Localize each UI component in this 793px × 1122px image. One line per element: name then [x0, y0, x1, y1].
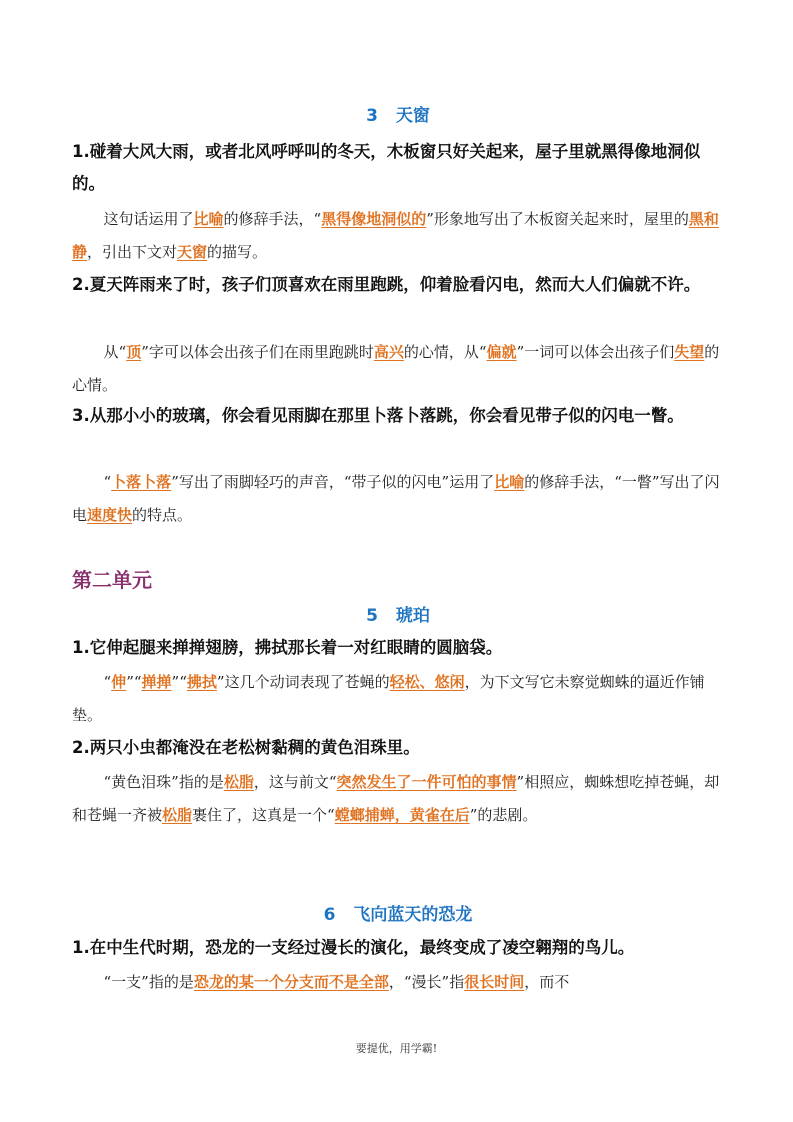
lesson-6-name: 飞向蓝天的恐龙: [353, 905, 473, 925]
lesson-3-answer-1: 这句话运用了比喻的修辞手法，“黑得像地洞似的”形象地写出了木板窗关起来时，屋里的黑和静，引出下文对天窗的描写。: [72, 210, 719, 261]
lesson-6-question-1: 1.在中生代时期，恐龙的一支经过漫长的演化，最终变成了凌空翱翔的鸟儿。: [72, 938, 635, 957]
lesson-3-answer-2: 从“顶”字可以体会出孩子们在雨里跑跳时高兴的心情，从“偏就”一词可以体会出孩子们失望的心情。: [72, 343, 720, 394]
lesson-3-question-2: 2.夏天阵雨来了时，孩子们顶喜欢在雨里跑跳，仰着脸看闪电，然而大人们偏就不许。: [72, 275, 701, 294]
lesson-5-name: 琥珀: [395, 606, 430, 626]
lesson-3-title: [72, 104, 724, 128]
lesson-6-number: 6: [323, 905, 336, 925]
unit-heading: 第二单元: [72, 568, 152, 592]
lesson-3-question-1: 1.碰着大风大雨，或者北风呼呼叫的冬天，木板窗只好关起来，屋子里就黑得像地洞似的。: [72, 142, 701, 193]
keyword-highlight: 轻松、悠闲: [389, 673, 465, 691]
lesson-5-question-2: 2.两只小虫都淹没在老松树黏稠的黄色泪珠里。: [72, 738, 420, 757]
lesson-6-title: [72, 903, 724, 927]
keyword-highlight: 高兴: [373, 343, 404, 361]
lesson-5-answer-2: “黄色泪珠”指的是松脂，这与前文“突然发生了一件可怕的事情”相照应，蜘蛛想吃掉苍蝇，却和苍蝇一齐被松脂裹住了，这真是一个“螳螂捕蝉，黄雀在后”的悲剧。: [72, 773, 720, 824]
keyword-highlight: 偏就: [486, 343, 517, 361]
lesson-5-title: [72, 604, 724, 628]
keyword-highlight: 天窗: [177, 243, 208, 261]
keyword-highlight: 伸: [111, 673, 127, 691]
keyword-highlight: 松脂: [162, 806, 193, 824]
lesson-6-answer-1: “一支”指的是恐龙的某一个分支而不是全部，“漫长”指很长时间，而不: [103, 973, 570, 991]
keyword-highlight: 掸掸: [141, 673, 172, 691]
keyword-highlight: 顶: [126, 343, 142, 361]
keyword-highlight: 很长时间: [464, 973, 525, 991]
keyword-highlight: 黑得像地洞似的: [321, 210, 427, 228]
lesson-3-answer-3: “卜落卜落”写出了雨脚轻巧的声音，“带子似的闪电”运用了比喻的修辞手法，“一瞥”写出了闪电速度快的特点。: [72, 473, 720, 524]
page-footer: 要提优，用学霸!: [355, 1042, 438, 1055]
lesson-3-name: 天窗: [395, 106, 430, 126]
keyword-highlight: 比喻: [193, 210, 224, 228]
keyword-highlight: 螳螂捕蝉，黄雀在后: [334, 806, 470, 824]
keyword-highlight: 恐龙的某一个分支而不是全部: [193, 973, 389, 991]
keyword-highlight: 黑和静: [72, 210, 719, 261]
keyword-highlight: 失望: [674, 343, 705, 361]
keyword-highlight: 松脂: [223, 773, 254, 791]
keyword-highlight: 速度快: [87, 506, 133, 524]
lesson-3-question-3: 3.从那小小的玻璃，你会看见雨脚在那里卜落卜落跳，你会看见带子似的闪电一瞥。: [72, 406, 684, 425]
keyword-highlight: 拂拭: [186, 673, 217, 691]
keyword-highlight: 突然发生了一件可怕的事情: [336, 773, 517, 791]
keyword-highlight: 卜落卜落: [111, 473, 172, 491]
lesson-5-answer-1: “伸”“掸掸”“拂拭”这几个动词表现了苍蝇的轻松、悠闲，为下文写它未察觉蜘蛛的逼近作铺垫。: [72, 673, 705, 724]
lesson-5-number: 5: [366, 606, 378, 626]
keyword-highlight: 比喻: [494, 473, 525, 491]
lesson-5-question-1: 1.它伸起腿来掸掸翅膀，拂拭那长着一对红眼睛的圆脑袋。: [72, 638, 503, 657]
lesson-3-number: 3: [366, 106, 378, 126]
